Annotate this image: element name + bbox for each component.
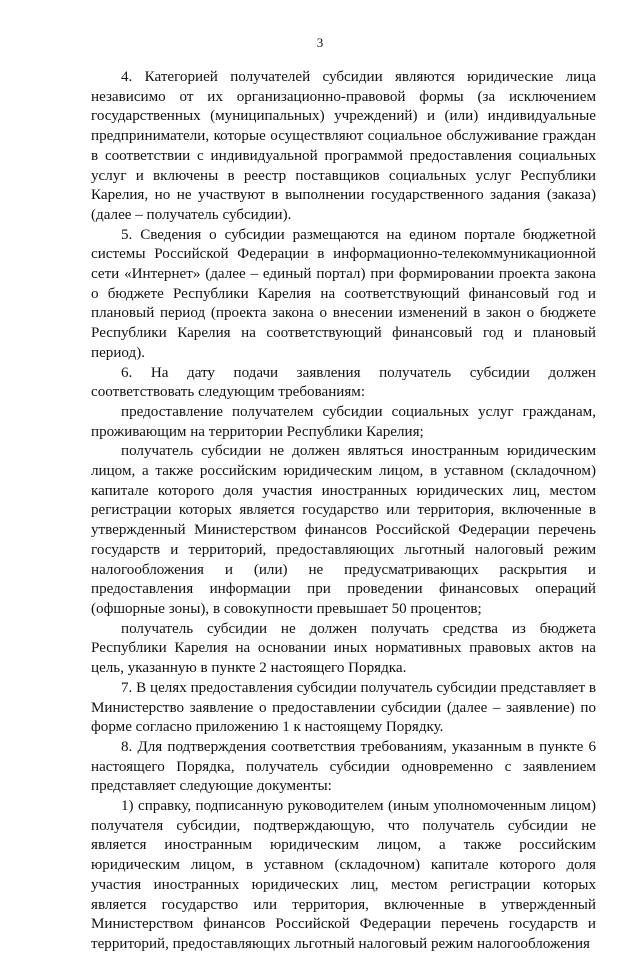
requirement-3: получатель субсидии не должен получать средства из бюджета Республики Карелия на основании иных нормативных правовых актов на цель, указанную в пункте 2 настоящего Порядка. [91, 620, 596, 677]
paragraph-7: 7. В целях предоставления субсидии получатель субсидии представляет в Министерство заявление о предоставлении субсидии (далее – заявление) по форме согласно приложению 1 к настоящему Порядку. [91, 679, 596, 736]
paragraph-5: 5. Сведения о субсидии размещаются на едином портале бюджетной системы Российской Федерации в информационно-телекоммуникационной сети «Интернет» (далее – единый портал) при формировании проекта закона о бюджете Республики Карелия на соответствующий финансовый год и плановый период (проекта закона о внесении изменений в закон о бюджете Республики Карелия на соответствующий финансовый год и плановый период). [91, 226, 596, 361]
page-number: 3 [316, 35, 324, 50]
paragraph-8: 8. Для подтверждения соответствия требованиям, указанным в пункте 6 настоящего Порядка, получатель субсидии одновременно с заявлением представляет следующие документы: [91, 738, 596, 795]
requirement-2: получатель субсидии не должен являться иностранным юридическим лицом, а также российским юридическим лицом, в уставном (складочном) капитале которого доля участия иностранных юридических лиц, местом регистрации которых является государство или территория, включенные в утвержденный Министерством финансов Российской Федерации перечень государств и территорий, предоставляющих льготный налоговый режим налогообложения и (или) не предусматривающих раскрытия и предоставления информации при проведении финансовых операций (офшорные зоны), в совокупности превышает 50 процентов; [91, 443, 596, 617]
paragraph-4: 4. Категорией получателей субсидии являются юридические лица независимо от их организационно-правовой формы (за исключением государственных (муниципальных) учреждений) и (или) индивидуальные предприниматели, которые осуществляют социальное обслуживание граждан в соответствии с индивидуальной программой предоставления социальных услуг и включены в реестр поставщиков социальных услуг Республики Карелия, но не участвуют в выполнении государственного задания (заказа) (далее – получатель субсидии). [91, 69, 596, 223]
requirement-1: предоставление получателем субсидии социальных услуг гражданам, проживающим на территории Республики Карелия; [91, 403, 596, 440]
document-item-1: 1) справку, подписанную руководителем (иным уполномоченным лицом) получателя субсидии, подтверждающую, что получатель субсидии не является иностранным юридическим лицом, а также российским юридическим лицом, в уставном (складочном) капитале которого доля участия иностранных юридических лиц, местом регистрации которых является государство или территория, включенные в утвержденный Министерством финансов Российской Федерации перечень государств и территорий, предоставляющих льготный налоговый режим налогообложения [91, 798, 596, 952]
paragraph-6: 6. На дату подачи заявления получатель субсидии должен соответствовать следующим требованиям: [91, 364, 596, 401]
document-body [91, 68, 596, 955]
